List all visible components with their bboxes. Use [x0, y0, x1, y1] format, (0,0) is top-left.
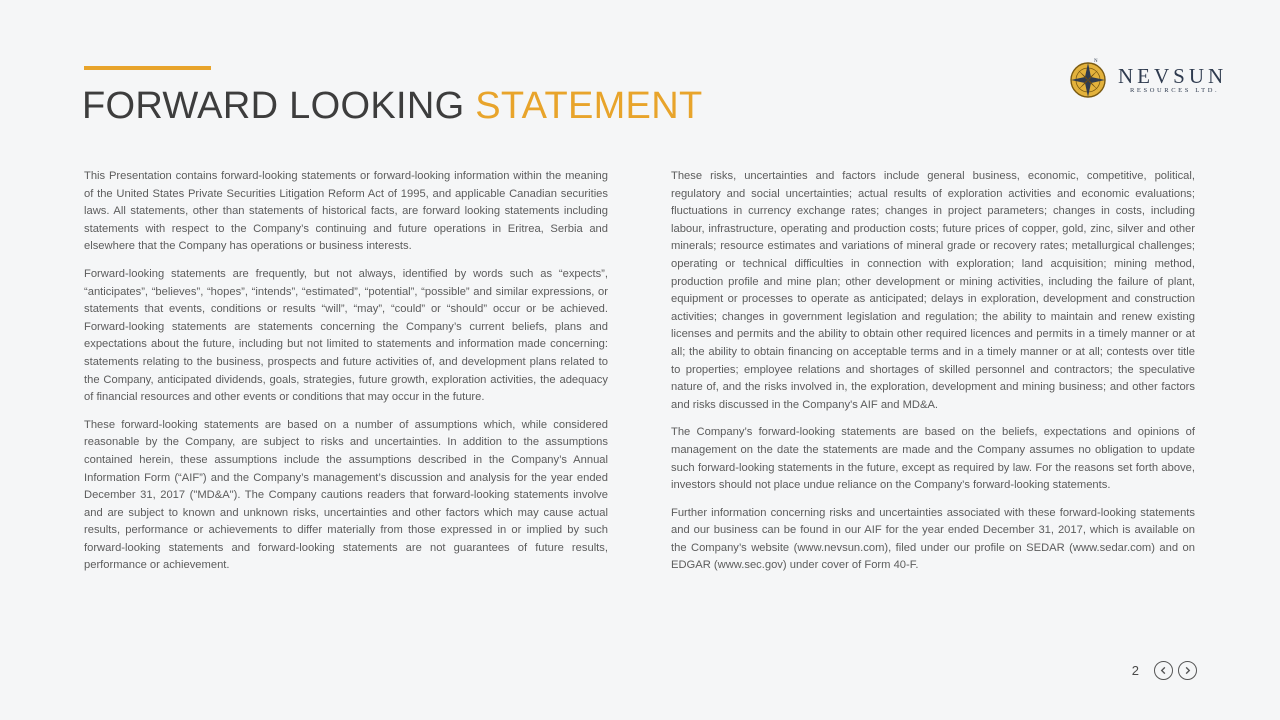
- right-column: [671, 168, 1195, 585]
- left-column: [84, 168, 608, 585]
- paragraph: These forward-looking statements are based on a number of assumptions which, while considered reasonable by the Company, are subject to risks and uncertainties. In addition to the assumptions contained herein, these assumptions include the assumptions described in the Company’s Annual Information Form (“AIF”) and the Company’s management’s discussion and analysis for the year ended December 31, 2017 ("MD&A"). The Company cautions readers that forward-looking statements involve and are subject to known and unknown risks, uncertainties and other factors which may cause actual results, performance or achievements to differ materially from those expressed in or implied by such forward-looking statements and forward-looking statements are not guarantees of future results, performance or achievement.: [84, 418, 608, 572]
- paragraph: Further information concerning risks and uncertainties associated with these forward-looking statements and our business can be found in our AIF for the year ended December 31, 2017, which is available on the Company’s website (www.nevsun.com), filed under our profile on SEDAR (www.sedar.com) and on EDGAR (www.sec.gov) under cover of Form 40-F.: [671, 506, 1195, 572]
- title-accent: STATEMENT: [475, 85, 703, 127]
- previous-slide-button[interactable]: [1154, 661, 1173, 680]
- title-accent-bar: [84, 66, 211, 70]
- paragraph: Forward-looking statements are frequently, but not always, identified by words such as “expects”, “anticipates”, “believes”, “hopes”, “intends”, “estimated”, “potential”, “possible” and similar expressions, or statements that events, conditions or results “will”, “may”, “could” or “should” occur or be achieved. Forward-looking statements are statements concerning the Company’s current beliefs, plans and expectations about the future, including but not limited to statements and information made concerning: statements relating to the business, prospects and future activities of, and development plans related to the Company, anticipated dividends, goals, strategies, future growth, exploration activities, the adequacy of financial resources and other events or conditions that may occur in the future.: [84, 267, 608, 404]
- slide-footer: [1132, 661, 1197, 680]
- svg-text:N: N: [1094, 59, 1098, 64]
- page-title: [82, 84, 702, 128]
- chevron-right-icon: [1183, 666, 1192, 675]
- paragraph: These risks, uncertainties and factors include general business, economic, competitive, political, regulatory and social uncertainties; actual results of exploration activities and economic evaluations; fluctuations in currency exchange rates; changes in project parameters; changes in costs, including labour, infrastructure, operating and production costs; future prices of copper, gold, zinc, silver and other minerals; resource estimates and variations of mineral grade or recovery rates; metallurgical challenges; operating or technical difficulties in connection with exploration; land acquisition; mining method, production profile and mine plan; other development or mining activities, including the failure of plant, equipment or processes to operate as anticipated; delays in exploration, development and construction activities; changes in government legislation and regulation; the ability to maintain and renew existing licenses and permits and the ability to obtain other required licences and permits in a timely manner or at all; the ability to obtain financing on acceptable terms and in a timely manner or at all; contests over title to properties; employee relations and shortages of skilled personnel and contractors; the speculative nature of, and the risks involved in, the exploration, development and mining business; and other factors and risks discussed in the Company's AIF and MD&A.: [671, 170, 1195, 411]
- compass-star-icon: [1066, 56, 1110, 100]
- page-number: 2: [1131, 663, 1139, 678]
- next-slide-button[interactable]: [1178, 661, 1197, 680]
- paragraph: The Company’s forward-looking statements are based on the beliefs, expectations and opinions of management on the date the statements are made and the Company assumes no obligation to update such forward-looking statements in the future, except as required by law. For the reasons set forth above, investors should not place undue reliance on the Company’s forward-looking statements.: [671, 426, 1195, 492]
- company-logo: [1066, 56, 1226, 106]
- paragraph: This Presentation contains forward-looking statements or forward-looking information within the meaning of the United States Private Securities Litigation Reform Act of 1995, and applicable Canadian securities laws. All statements, other than statements of historical facts, are forward looking statements including statements with respect to the Company’s continuing and future operations in Eritrea, Serbia and elsewhere that the Company has operations or business interests.: [84, 170, 608, 253]
- logo-subtitle: RESOURCES LTD.: [1130, 87, 1220, 94]
- chevron-left-icon: [1159, 666, 1168, 675]
- logo-name: NEVSUN: [1118, 64, 1228, 88]
- title-main: FORWARD LOOKING: [82, 85, 476, 127]
